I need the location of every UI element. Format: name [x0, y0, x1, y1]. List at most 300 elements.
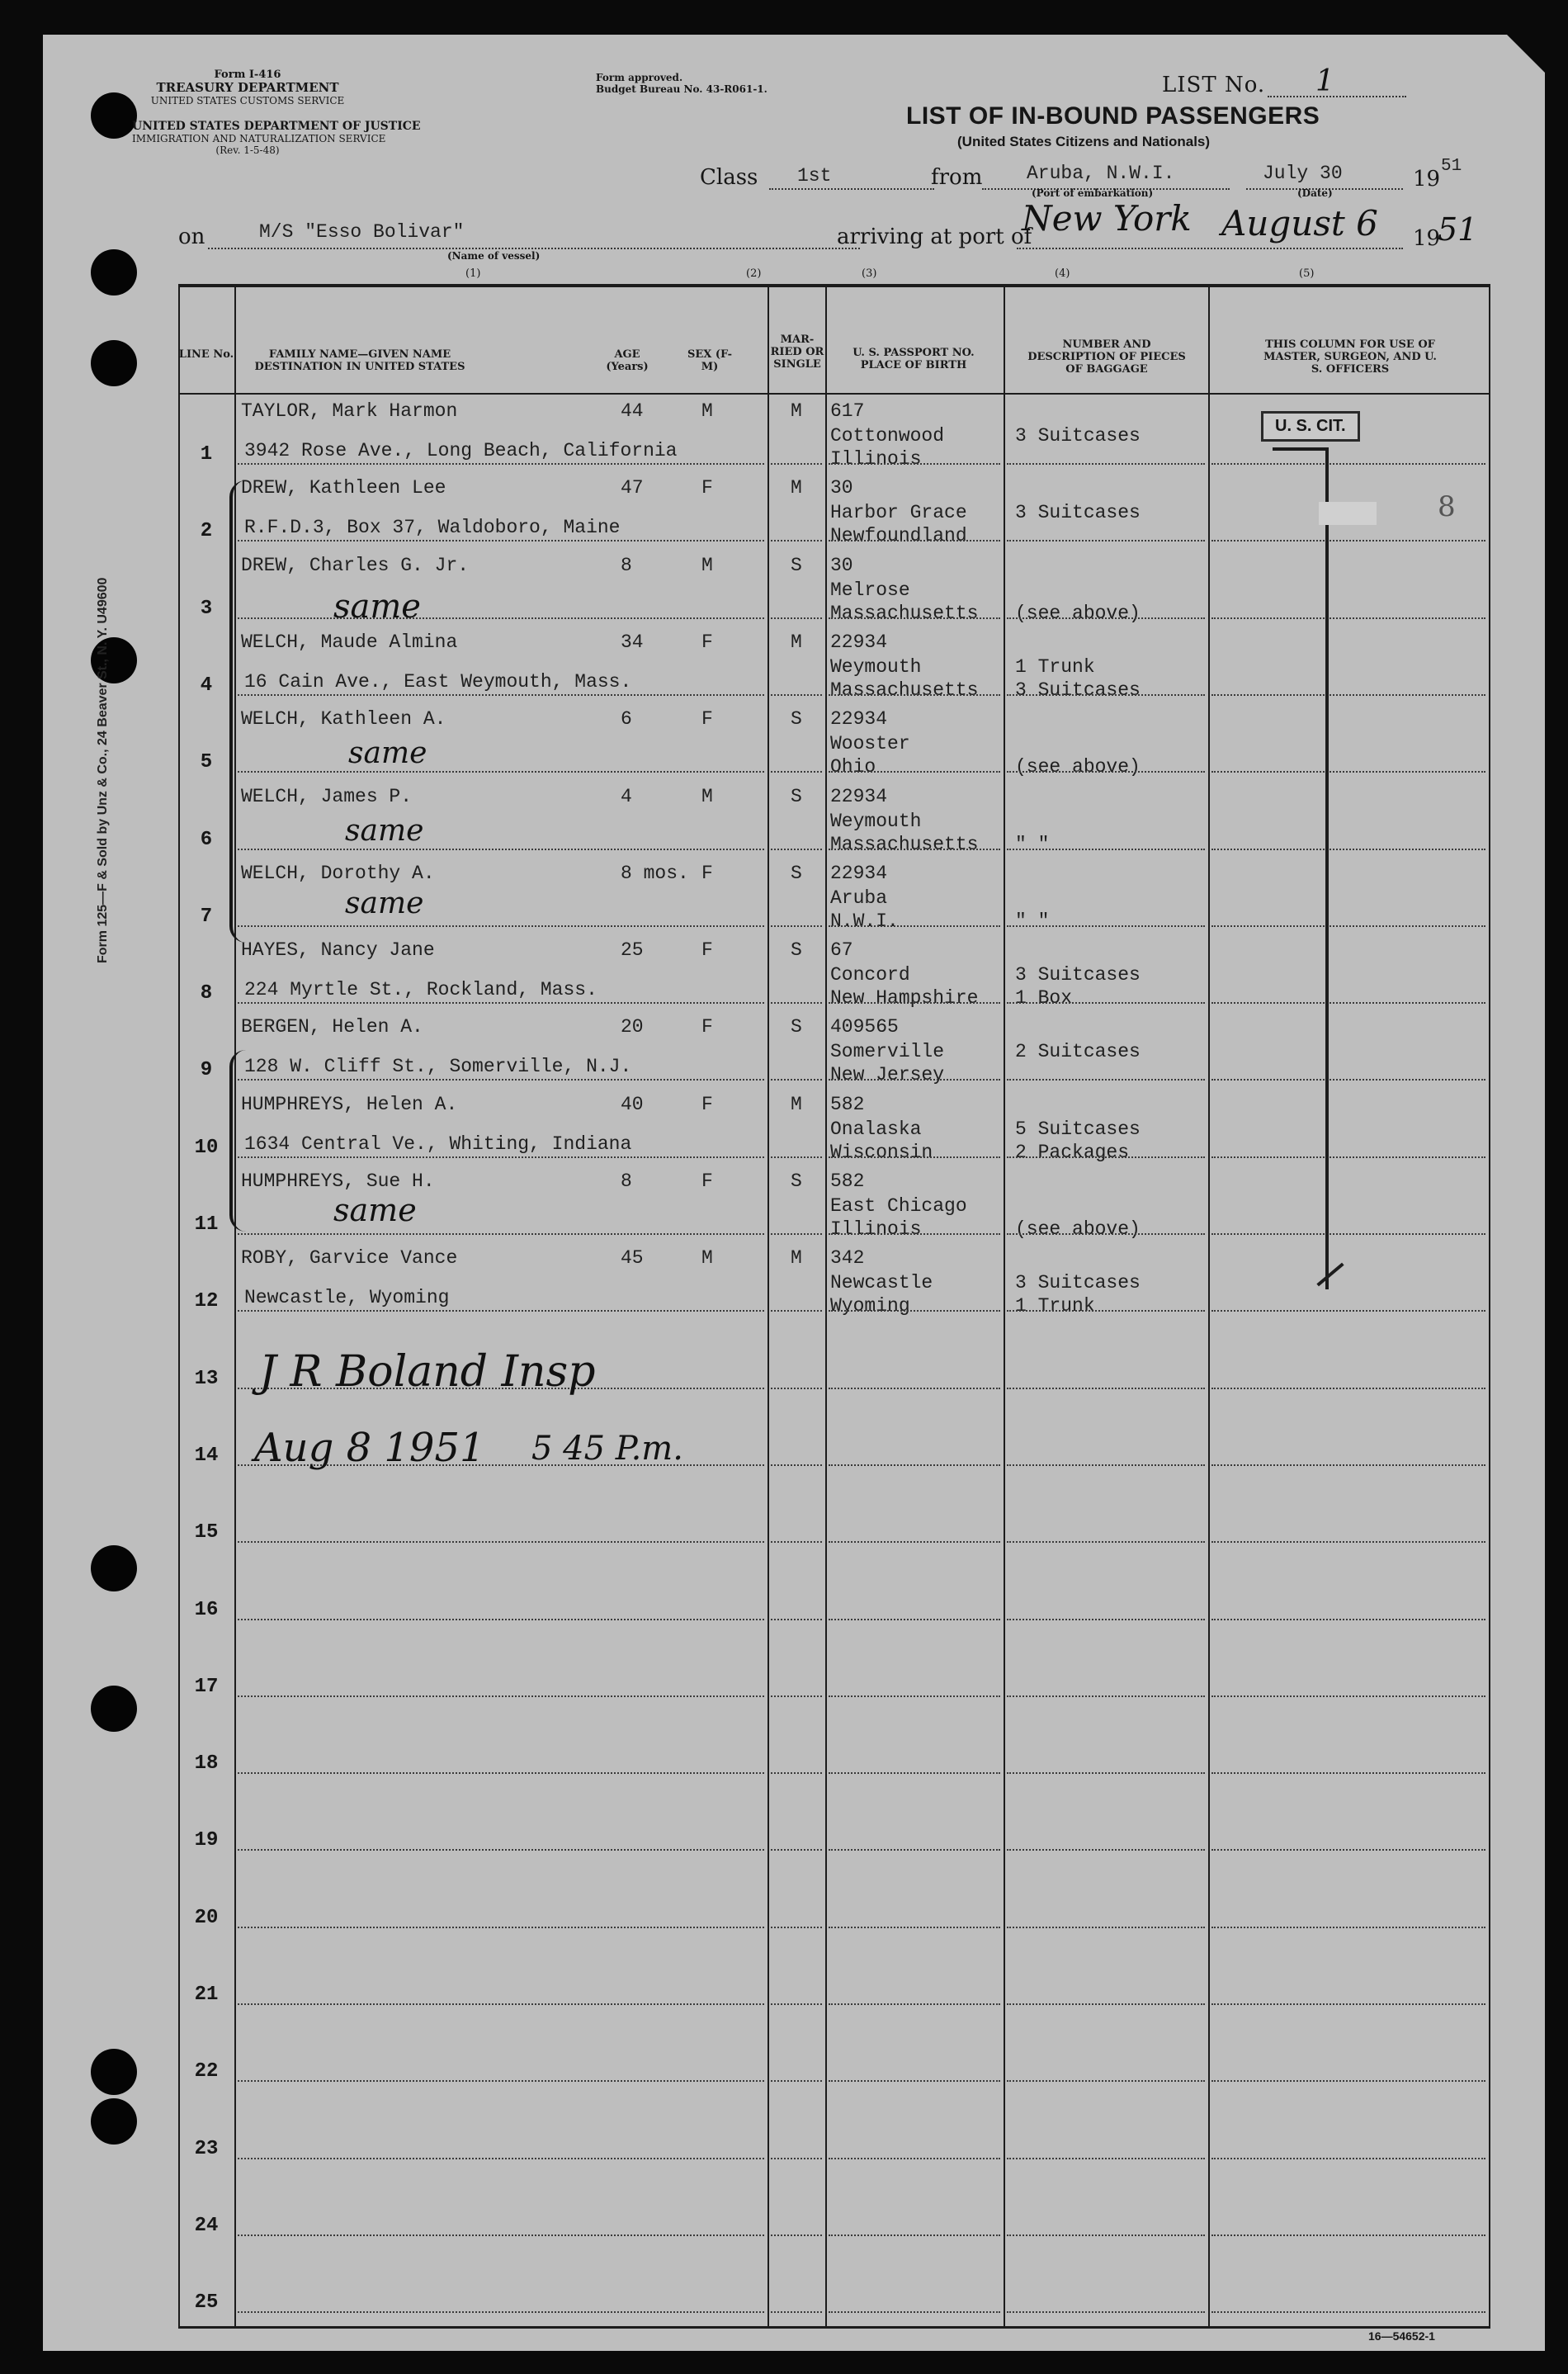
row-rule: [238, 1849, 764, 1851]
row-rule: [1211, 1927, 1485, 1928]
row-rule: [1007, 1156, 1205, 1158]
birth-place-city: Somerville: [830, 1041, 945, 1063]
dept-justice: UNITED STATES DEPARTMENT OF JUSTICE: [132, 120, 421, 133]
row-rule: [1007, 2080, 1205, 2082]
marital-status: S: [791, 708, 802, 731]
list-no-line: [1268, 96, 1406, 97]
passenger-name: TAYLOR, Mark Harmon: [241, 400, 458, 422]
birth-place-city: Melrose: [830, 579, 910, 601]
col-header-sex: SEX (F-M): [687, 348, 733, 373]
baggage-line2: 2 Packages: [1015, 1141, 1130, 1163]
birth-place-city: Weymouth: [830, 655, 922, 678]
passenger-name: ROBY, Garvice Vance: [241, 1247, 458, 1270]
dept-treasury-sub: UNITED STATES CUSTOMS SERVICE: [150, 95, 345, 106]
row-rule: [771, 2003, 822, 2005]
row-rule: [1211, 849, 1485, 850]
row-number: 20: [194, 1906, 219, 1929]
destination: 16 Cain Ave., East Weymouth, Mass.: [244, 670, 632, 693]
row-rule: [1007, 1849, 1205, 1851]
table-row: [178, 1011, 1490, 1088]
row-rule: [771, 1079, 822, 1081]
row-number: 7: [200, 905, 213, 928]
row-rule: [238, 1002, 764, 1004]
row-rule: [771, 1310, 822, 1312]
row-rule: [771, 1849, 822, 1851]
arrival-year-prefix: 19: [1413, 226, 1441, 251]
destination: 1634 Central Ve., Whiting, Indiana: [244, 1133, 632, 1155]
sex: F: [701, 862, 713, 884]
row-number: 1: [200, 443, 213, 466]
row-rule: [1007, 1695, 1205, 1697]
marital-status: M: [791, 400, 802, 422]
row-rule: [829, 1464, 1000, 1466]
passport-number: 22934: [830, 708, 888, 731]
birth-place-city: Aruba: [830, 887, 888, 909]
us-citizen-stamp: U. S. CIT.: [1261, 411, 1360, 442]
passenger-name: WELCH, Maude Almina: [241, 631, 458, 653]
row-rule: [1007, 849, 1205, 850]
row-rule: [238, 1619, 764, 1620]
row-rule: [771, 694, 822, 696]
marital-status: M: [791, 1093, 802, 1115]
row-rule: [829, 2311, 1000, 2313]
row-number: 9: [200, 1059, 213, 1082]
row-rule: [1211, 1156, 1485, 1158]
class-line: [769, 188, 934, 190]
col-number: (1): [465, 267, 481, 280]
row-rule: [1007, 1233, 1205, 1235]
row-number: 2: [200, 520, 213, 543]
row-rule: [238, 540, 764, 541]
birth-place-city: Harbor Grace: [830, 502, 967, 524]
ditto-bracket: [229, 1050, 257, 1232]
row-rule: [1007, 463, 1205, 465]
age: 34: [621, 631, 644, 653]
sex: M: [701, 785, 713, 807]
col-header-baggage: NUMBER AND DESCRIPTION OF PIECES OF BAGGAGE: [1027, 338, 1186, 376]
row-rule: [771, 1002, 822, 1004]
table-row: [178, 472, 1490, 549]
row-rule: [771, 617, 822, 619]
birth-place-state: Illinois: [830, 1218, 922, 1240]
row-rule: [1007, 1310, 1205, 1312]
passport-number: 342: [830, 1247, 865, 1270]
age: 4: [621, 785, 632, 807]
birth-place-state: Massachusetts: [830, 602, 979, 624]
passenger-name: WELCH, Dorothy A.: [241, 862, 435, 884]
marital-status: M: [791, 1247, 802, 1270]
from-label: from: [931, 165, 983, 190]
row-rule: [238, 617, 764, 619]
marital-status: M: [791, 477, 802, 499]
table-row: [178, 1473, 1490, 1550]
row-number: 4: [200, 674, 213, 697]
row-rule: [771, 2311, 822, 2313]
row-rule: [771, 1695, 822, 1697]
same-note: same: [333, 1192, 417, 1228]
binder-hole: [91, 2049, 137, 2095]
row-rule: [829, 1156, 1000, 1158]
footer-code: 16—54652-1: [1368, 2329, 1435, 2343]
col-header-married: MAR-RIED OR SINGLE: [770, 333, 824, 371]
col-number: (4): [1055, 267, 1070, 280]
col-header-officers: THIS COLUMN FOR USE OF MASTER, SURGEON, AND U. S. OFFICERS: [1263, 338, 1437, 376]
row-number: 22: [194, 2060, 219, 2083]
row-rule: [829, 925, 1000, 927]
arrival-port: New York: [1022, 198, 1192, 239]
table-row: [178, 1551, 1490, 1628]
row-rule: [1211, 1310, 1485, 1312]
row-rule: [829, 849, 1000, 850]
sex: F: [701, 1093, 713, 1115]
passport-number: 30: [830, 554, 853, 576]
row-rule: [1007, 1541, 1205, 1543]
row-number: 5: [200, 751, 213, 774]
inspection-date: Aug 8 1951: [254, 1425, 485, 1471]
row-rule: [829, 1388, 1000, 1389]
row-number: 13: [194, 1367, 219, 1390]
passenger-name: BERGEN, Helen A.: [241, 1016, 423, 1038]
row-rule: [238, 2158, 764, 2159]
sex: F: [701, 631, 713, 653]
sex: M: [701, 400, 713, 422]
row-number: 6: [200, 828, 213, 851]
destination: 224 Myrtle St., Rockland, Mass.: [244, 979, 597, 1001]
birth-place-state: Massachusetts: [830, 833, 979, 855]
binder-hole: [91, 1545, 137, 1591]
row-rule: [771, 771, 822, 773]
row-rule: [238, 2234, 764, 2236]
passport-number: 22934: [830, 862, 888, 884]
row-rule: [1211, 1619, 1485, 1620]
row-rule: [829, 1849, 1000, 1851]
birth-place-city: Onalaska: [830, 1118, 922, 1140]
row-rule: [238, 2311, 764, 2313]
age: 8 mos.: [621, 862, 689, 884]
age: 45: [621, 1247, 644, 1270]
table-row: [178, 1705, 1490, 1781]
row-rule: [829, 1310, 1000, 1312]
baggage-line1: 3 Suitcases: [1015, 964, 1141, 986]
row-rule: [1211, 1079, 1485, 1081]
from-value: Aruba, N.W.I.: [1027, 163, 1175, 184]
row-rule: [1211, 1002, 1485, 1004]
table-row: [178, 2167, 1490, 2244]
row-rule: [1211, 2311, 1485, 2313]
birth-place-state: New Jersey: [830, 1064, 945, 1086]
row-rule: [238, 1233, 764, 1235]
passport-number: 22934: [830, 631, 888, 653]
row-rule: [771, 1619, 822, 1620]
table-row: [178, 627, 1490, 703]
row-rule: [238, 1695, 764, 1697]
passenger-name: WELCH, James P.: [241, 785, 413, 807]
row-rule: [1007, 1464, 1205, 1466]
sex: F: [701, 939, 713, 962]
same-note: same: [345, 814, 424, 848]
row-number: 14: [194, 1444, 219, 1467]
same-note: same: [345, 887, 424, 920]
row-rule: [829, 1695, 1000, 1697]
age: 47: [621, 477, 644, 499]
destination: 3942 Rose Ave., Long Beach, California: [244, 440, 678, 461]
same-note: same: [348, 736, 427, 770]
passport-number: 582: [830, 1170, 865, 1192]
row-rule: [1007, 540, 1205, 541]
row-rule: [1211, 771, 1485, 773]
row-rule: [1211, 1464, 1485, 1466]
birth-place-state: Ohio: [830, 756, 876, 778]
col-header-line: LINE No.: [178, 348, 234, 361]
same-note: same: [333, 588, 421, 626]
passport-number: 409565: [830, 1016, 899, 1038]
row-rule: [1007, 1927, 1205, 1928]
class-value: 1st: [797, 165, 832, 187]
row-rule: [238, 1541, 764, 1543]
birth-place-state: N.W.I.: [830, 910, 899, 932]
baggage-line1: 3 Suitcases: [1015, 502, 1141, 524]
binder-hole: [91, 1686, 137, 1732]
birth-place-state: Illinois: [830, 448, 922, 470]
row-rule: [238, 1079, 764, 1081]
row-rule: [771, 1233, 822, 1235]
row-number: 19: [194, 1829, 219, 1852]
row-rule: [829, 1619, 1000, 1620]
sex: F: [701, 1016, 713, 1038]
baggage-line1: 3 Suitcases: [1015, 1272, 1141, 1294]
row-rule: [238, 1156, 764, 1158]
col-number: (2): [746, 267, 762, 280]
port-caption: (Port of embarkation): [1032, 187, 1154, 199]
row-rule: [1211, 1233, 1485, 1235]
row-rule: [1007, 617, 1205, 619]
row-rule: [238, 1772, 764, 1774]
row-rule: [1007, 2311, 1205, 2313]
row-number: 12: [194, 1290, 219, 1313]
baggage-line1: 1 Trunk: [1015, 655, 1095, 678]
row-rule: [1007, 1002, 1205, 1004]
binder-hole: [91, 2098, 137, 2145]
row-rule: [1211, 2158, 1485, 2159]
row-rule: [238, 771, 764, 773]
on-label: on: [178, 225, 205, 249]
officer-bracket-line: [1325, 447, 1329, 1289]
age: 6: [621, 708, 632, 731]
birth-place-state: New Hampshire: [830, 987, 979, 1010]
col-number: (5): [1299, 267, 1315, 280]
row-rule: [1007, 925, 1205, 927]
row-number: 18: [194, 1752, 219, 1776]
row-rule: [1007, 1388, 1205, 1389]
form-subtitle: (United States Citizens and Nationals): [957, 134, 1211, 149]
baggage-line2: " ": [1015, 833, 1050, 855]
row-rule: [771, 925, 822, 927]
binder-hole: [91, 92, 137, 139]
table-bottom-rule: [178, 2326, 1490, 2329]
table-row: [178, 934, 1490, 1011]
row-rule: [829, 1541, 1000, 1543]
row-rule: [829, 1233, 1000, 1235]
birth-place-city: Weymouth: [830, 810, 922, 832]
form-approved: Form approved.: [596, 72, 683, 83]
row-number: 17: [194, 1675, 219, 1698]
row-number: 23: [194, 2137, 219, 2160]
marital-status: S: [791, 1170, 802, 1192]
year-value: 51: [1441, 157, 1462, 176]
class-label: Class: [700, 165, 758, 190]
birth-place-city: Wooster: [830, 733, 910, 755]
row-rule: [771, 1541, 822, 1543]
row-rule: [829, 2234, 1000, 2236]
passport-number: 67: [830, 939, 853, 962]
sex: M: [701, 1247, 713, 1270]
baggage-line1: 5 Suitcases: [1015, 1118, 1141, 1140]
row-number: 25: [194, 2291, 219, 2315]
row-rule: [829, 540, 1000, 541]
baggage-line2: (see above): [1015, 1218, 1141, 1240]
row-rule: [238, 849, 764, 850]
destination: 128 W. Cliff St., Somerville, N.J.: [244, 1056, 632, 1078]
birth-place-state: Wyoming: [830, 1295, 910, 1317]
baggage-line1: 2 Suitcases: [1015, 1041, 1141, 1063]
birth-place-city: Newcastle: [830, 1272, 933, 1294]
date-value: July 30: [1263, 163, 1343, 184]
year-prefix: 19: [1413, 167, 1441, 192]
row-number: 3: [200, 597, 213, 620]
row-rule: [829, 1927, 1000, 1928]
row-rule: [771, 463, 822, 465]
row-rule: [1211, 1541, 1485, 1543]
page-corner-fold: [1507, 35, 1545, 73]
baggage-line2: " ": [1015, 910, 1050, 932]
row-rule: [1007, 1772, 1205, 1774]
row-rule: [771, 540, 822, 541]
passenger-name: HUMPHREYS, Sue H.: [241, 1170, 435, 1192]
birth-place-state: Massachusetts: [830, 679, 979, 701]
row-rule: [829, 694, 1000, 696]
row-rule: [771, 1927, 822, 1928]
row-number: 8: [200, 982, 213, 1005]
row-rule: [1007, 2158, 1205, 2159]
row-rule: [1007, 1619, 1205, 1620]
row-number: 11: [194, 1213, 219, 1236]
sex: M: [701, 554, 713, 576]
marital-status: S: [791, 862, 802, 884]
row-rule: [771, 849, 822, 850]
passport-number: 30: [830, 477, 853, 499]
table-row: [178, 1936, 1490, 2012]
marital-status: S: [791, 554, 802, 576]
arrival-year: 51: [1438, 211, 1478, 248]
budget-bureau: Budget Bureau No. 43-R061-1.: [596, 83, 767, 95]
row-rule: [238, 925, 764, 927]
sex: F: [701, 1170, 713, 1192]
baggage-line2: 1 Box: [1015, 987, 1073, 1010]
row-rule: [1211, 2080, 1485, 2082]
row-rule: [771, 1156, 822, 1158]
officer-erasure: [1319, 502, 1377, 525]
list-no-value: 1: [1315, 64, 1334, 98]
destination: R.F.D.3, Box 37, Waldoboro, Maine: [244, 517, 621, 539]
row-rule: [1211, 463, 1485, 465]
binder-hole: [91, 249, 137, 296]
birth-place-city: Concord: [830, 964, 910, 986]
age: 44: [621, 400, 644, 422]
row-rule: [1211, 1388, 1485, 1389]
vessel-value: M/S "Esso Bolivar": [259, 221, 465, 243]
sex: F: [701, 477, 713, 499]
table-row: [178, 1781, 1490, 1858]
row-rule: [829, 2080, 1000, 2082]
arriving-label: arriving at port of: [837, 225, 1032, 249]
row-rule: [238, 2003, 764, 2005]
baggage-line2: 3 Suitcases: [1015, 679, 1141, 701]
row-rule: [1211, 1772, 1485, 1774]
row-rule: [829, 771, 1000, 773]
passenger-name: DREW, Kathleen Lee: [241, 477, 446, 499]
table-row: [178, 2244, 1490, 2320]
passport-number: 617: [830, 400, 865, 422]
vessel-line: [208, 248, 860, 249]
row-rule: [238, 1927, 764, 1928]
header-rule: [178, 393, 1490, 395]
row-rule: [1211, 2234, 1485, 2236]
form-number: Form I-416: [214, 69, 281, 81]
row-number: 21: [194, 1984, 219, 2006]
marital-status: S: [791, 939, 802, 962]
age: 8: [621, 1170, 632, 1192]
row-rule: [1211, 2003, 1485, 2005]
baggage-line2: (see above): [1015, 756, 1141, 778]
officer-count: 8: [1438, 490, 1456, 523]
form-revision: (Rev. 1-5-48): [215, 144, 280, 156]
inspector-signature: J R Boland Insp: [259, 1347, 596, 1397]
officer-bracket-top: [1273, 447, 1329, 451]
row-rule: [771, 1772, 822, 1774]
arrival-line: [1017, 248, 1403, 249]
inspection-time: 5 45 P.m.: [531, 1430, 683, 1468]
row-rule: [771, 2080, 822, 2082]
row-rule: [771, 2234, 822, 2236]
row-rule: [829, 617, 1000, 619]
sex: F: [701, 708, 713, 731]
form-title: LIST OF IN-BOUND PASSENGERS: [906, 102, 1320, 130]
table-row: [178, 2012, 1490, 2089]
row-rule: [1007, 2234, 1205, 2236]
row-rule: [829, 463, 1000, 465]
birth-place-state: Wisconsin: [830, 1141, 933, 1163]
row-rule: [1007, 771, 1205, 773]
row-rule: [829, 2158, 1000, 2159]
birth-place-city: Cottonwood: [830, 425, 945, 447]
row-rule: [1211, 925, 1485, 927]
ditto-bracket: [229, 480, 257, 943]
passenger-name: DREW, Charles G. Jr.: [241, 554, 470, 576]
marital-status: M: [791, 631, 802, 653]
passenger-name: WELCH, Kathleen A.: [241, 708, 446, 731]
row-rule: [1211, 540, 1485, 541]
passenger-name: HAYES, Nancy Jane: [241, 939, 435, 962]
row-rule: [829, 2003, 1000, 2005]
table-top-rule: [178, 284, 1490, 287]
printer-imprint: Form 125—F & Sold by Unz & Co., 24 Beaver St., N. Y. U49600: [96, 577, 110, 963]
row-rule: [1211, 617, 1485, 619]
birth-place-city: East Chicago: [830, 1195, 967, 1217]
date-caption: (Date): [1297, 187, 1333, 199]
table-row: [178, 1089, 1490, 1166]
age: 20: [621, 1016, 644, 1038]
row-rule: [238, 463, 764, 465]
